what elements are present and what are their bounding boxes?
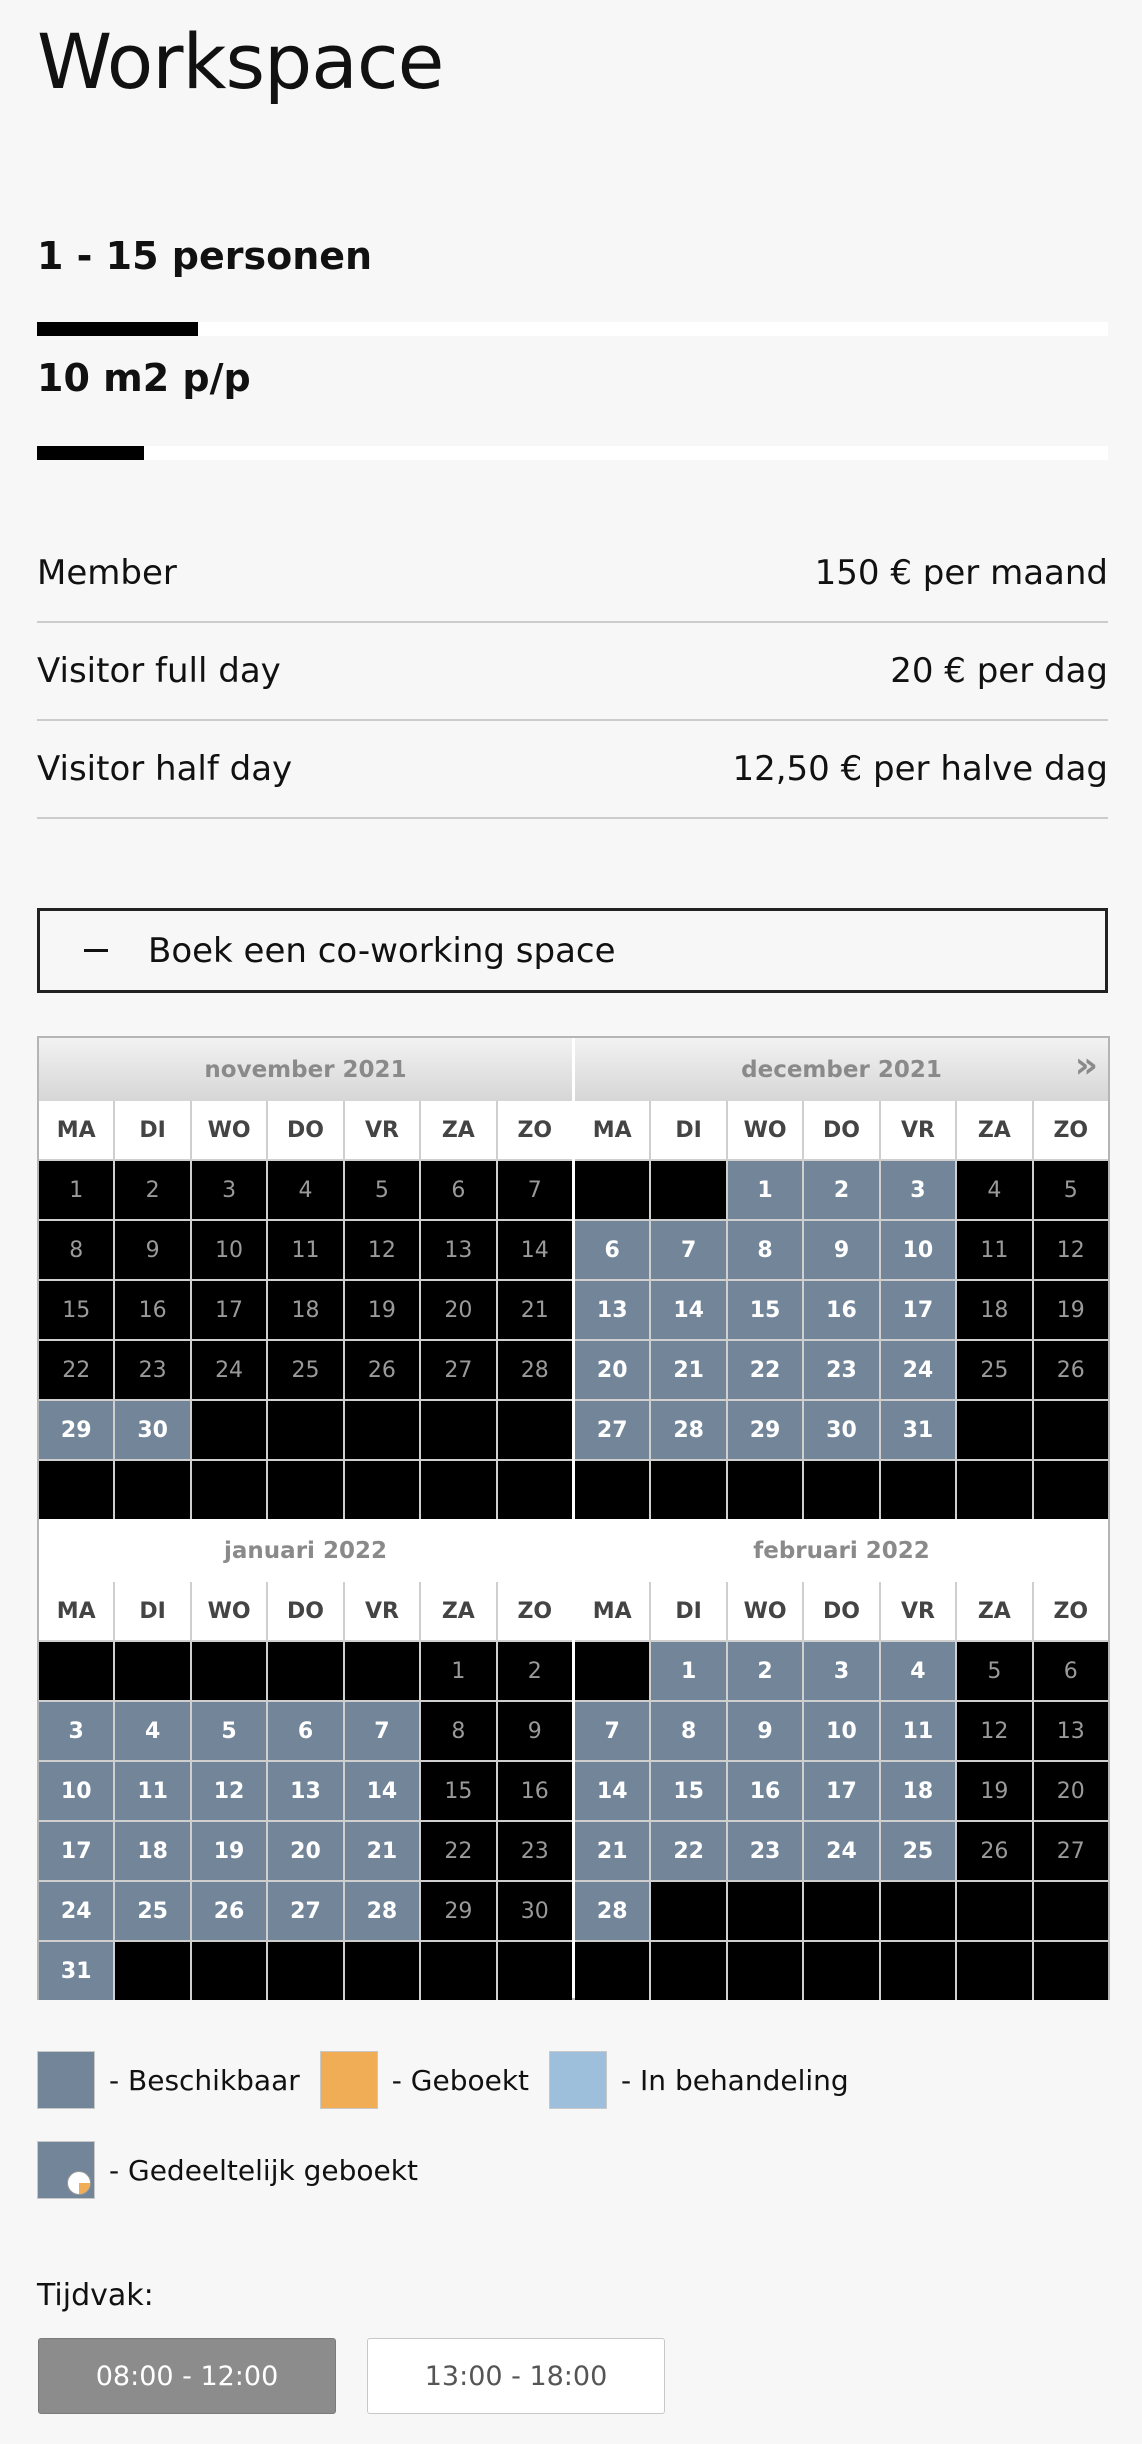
calendar-empty-cell bbox=[115, 1942, 189, 2000]
price-name: Visitor half day bbox=[37, 748, 293, 789]
calendar-day-available[interactable]: 14 bbox=[651, 1281, 725, 1339]
calendar-day-available[interactable]: 24 bbox=[39, 1882, 113, 1940]
legend-booked-swatch bbox=[320, 2051, 378, 2109]
price-name: Member bbox=[37, 552, 177, 593]
weekday-header: VR bbox=[881, 1101, 955, 1159]
weekday-header: ZO bbox=[498, 1582, 572, 1640]
weekday-header: ZA bbox=[421, 1582, 495, 1640]
weekday-header: WO bbox=[192, 1582, 266, 1640]
weekday-header: VR bbox=[345, 1582, 419, 1640]
calendar-month-header bbox=[575, 1519, 1108, 1582]
calendar-empty-cell bbox=[421, 1401, 495, 1459]
calendar-day-available[interactable]: 10 bbox=[39, 1762, 113, 1820]
calendar-day-available[interactable]: 21 bbox=[345, 1822, 419, 1880]
calendar-day-available[interactable]: 11 bbox=[115, 1762, 189, 1820]
calendar-day-unavailable: 20 bbox=[1034, 1762, 1108, 1820]
calendar-day-available[interactable]: 8 bbox=[728, 1221, 802, 1279]
calendar-day-available[interactable]: 28 bbox=[575, 1882, 649, 1940]
weekday-header: MA bbox=[39, 1101, 113, 1159]
weekday-header: WO bbox=[192, 1101, 266, 1159]
calendar-empty-cell bbox=[115, 1642, 189, 1700]
calendar-day-available[interactable]: 5 bbox=[192, 1702, 266, 1760]
double-chevron-right-icon[interactable]: » bbox=[1074, 1045, 1098, 1086]
calendar-day-available[interactable]: 31 bbox=[39, 1942, 113, 2000]
calendar-day-available[interactable]: 12 bbox=[192, 1762, 266, 1820]
calendar-empty-cell bbox=[345, 1461, 419, 1519]
calendar-month-header bbox=[39, 1519, 572, 1582]
calendar-day-available[interactable]: 10 bbox=[881, 1221, 955, 1279]
capacity-people-bar-fill bbox=[37, 322, 198, 336]
calendar-day-available[interactable]: 18 bbox=[881, 1762, 955, 1820]
weekday-header: DI bbox=[651, 1101, 725, 1159]
calendar-empty-cell bbox=[1034, 1461, 1108, 1519]
calendar-day-available[interactable]: 27 bbox=[268, 1882, 342, 1940]
calendar-day-unavailable: 28 bbox=[498, 1341, 572, 1399]
calendar-day-unavailable: 2 bbox=[498, 1642, 572, 1700]
weekday-header: WO bbox=[728, 1101, 802, 1159]
calendar-day-unavailable: 4 bbox=[957, 1161, 1031, 1219]
calendar-empty-cell bbox=[651, 1942, 725, 2000]
calendar-day-available[interactable]: 30 bbox=[804, 1401, 878, 1459]
calendar-empty-cell bbox=[957, 1401, 1031, 1459]
calendar-empty-cell bbox=[345, 1642, 419, 1700]
calendar-day-available[interactable]: 29 bbox=[39, 1401, 113, 1459]
calendar-month bbox=[39, 1519, 572, 2000]
calendar-day-available[interactable]: 24 bbox=[881, 1341, 955, 1399]
price-value: 12,50 € per halve dag bbox=[732, 748, 1108, 789]
calendar-month-header bbox=[575, 1038, 1108, 1101]
calendar-day-available[interactable]: 6 bbox=[575, 1221, 649, 1279]
weekday-header: VR bbox=[345, 1101, 419, 1159]
calendar-empty-cell bbox=[1034, 1942, 1108, 2000]
calendar-empty-cell bbox=[1034, 1401, 1108, 1459]
calendar-day-unavailable: 26 bbox=[957, 1822, 1031, 1880]
calendar-day-available[interactable]: 28 bbox=[345, 1882, 419, 1940]
weekday-header: VR bbox=[881, 1582, 955, 1640]
timeslot-label: Tijdvak: bbox=[37, 2278, 154, 2313]
legend-pending-label: - In behandeling bbox=[621, 2063, 849, 2097]
calendar-day-available[interactable]: 24 bbox=[804, 1822, 878, 1880]
price-value: 150 € per maand bbox=[814, 552, 1108, 593]
calendar-day-unavailable: 12 bbox=[1034, 1221, 1108, 1279]
calendar-day-available[interactable]: 25 bbox=[115, 1882, 189, 1940]
calendar-day-unavailable: 8 bbox=[39, 1221, 113, 1279]
calendar-day-unavailable: 6 bbox=[421, 1161, 495, 1219]
calendar-empty-cell bbox=[651, 1882, 725, 1940]
calendar-day-available[interactable]: 9 bbox=[804, 1221, 878, 1279]
calendar-day-available[interactable]: 20 bbox=[575, 1341, 649, 1399]
clock-icon bbox=[67, 2171, 91, 2195]
minus-icon bbox=[84, 949, 108, 952]
calendar-day-unavailable: 7 bbox=[498, 1161, 572, 1219]
calendar-day-available[interactable]: 3 bbox=[39, 1702, 113, 1760]
calendar-day-unavailable: 5 bbox=[345, 1161, 419, 1219]
calendar-day-available[interactable]: 13 bbox=[575, 1281, 649, 1339]
calendar-grid bbox=[575, 1101, 1108, 1519]
calendar-day-available[interactable]: 23 bbox=[804, 1341, 878, 1399]
price-row-visitor-full-day bbox=[37, 622, 1108, 721]
calendar-day-available[interactable]: 15 bbox=[651, 1762, 725, 1820]
calendar-empty-cell bbox=[192, 1461, 266, 1519]
calendar-day-available[interactable]: 2 bbox=[728, 1642, 802, 1700]
calendar-day-unavailable: 22 bbox=[421, 1822, 495, 1880]
calendar-day-available[interactable]: 19 bbox=[192, 1822, 266, 1880]
calendar-empty-cell bbox=[192, 1942, 266, 2000]
booking-toggle-label: Boek een co-working space bbox=[148, 930, 616, 971]
calendar-day-unavailable: 12 bbox=[345, 1221, 419, 1279]
calendar-empty-cell bbox=[345, 1401, 419, 1459]
calendar-empty-cell bbox=[651, 1461, 725, 1519]
capacity-area-bar-fill bbox=[37, 446, 144, 460]
calendar-empty-cell bbox=[268, 1461, 342, 1519]
calendar-day-available[interactable]: 7 bbox=[651, 1221, 725, 1279]
calendar-day-unavailable: 15 bbox=[39, 1281, 113, 1339]
calendar-day-unavailable: 20 bbox=[421, 1281, 495, 1339]
calendar-day-unavailable: 19 bbox=[345, 1281, 419, 1339]
calendar-day-available[interactable]: 16 bbox=[728, 1762, 802, 1820]
calendar-empty-cell bbox=[804, 1461, 878, 1519]
calendar-empty-cell bbox=[957, 1942, 1031, 2000]
calendar-grid bbox=[39, 1582, 572, 2000]
calendar-day-available[interactable]: 1 bbox=[651, 1642, 725, 1700]
calendar-month bbox=[575, 1519, 1108, 2000]
calendar-day-available[interactable]: 11 bbox=[881, 1702, 955, 1760]
calendar-day-unavailable: 25 bbox=[957, 1341, 1031, 1399]
calendar-day-available[interactable]: 31 bbox=[881, 1401, 955, 1459]
calendar-grid bbox=[39, 1101, 572, 1519]
calendar-month bbox=[575, 1038, 1108, 1519]
calendar-day-available[interactable]: 3 bbox=[881, 1161, 955, 1219]
calendar-day-available[interactable]: 4 bbox=[881, 1642, 955, 1700]
calendar-empty-cell bbox=[804, 1882, 878, 1940]
calendar-day-available[interactable]: 26 bbox=[192, 1882, 266, 1940]
calendar-day-unavailable: 11 bbox=[268, 1221, 342, 1279]
calendar-empty-cell bbox=[881, 1461, 955, 1519]
calendar-day-unavailable: 27 bbox=[421, 1341, 495, 1399]
calendar-day-available[interactable]: 7 bbox=[345, 1702, 419, 1760]
weekday-header: MA bbox=[575, 1582, 649, 1640]
calendar-empty-cell bbox=[268, 1642, 342, 1700]
capacity-people-label: 1 - 15 personen bbox=[37, 234, 373, 278]
calendar-empty-cell bbox=[498, 1461, 572, 1519]
calendar-day-unavailable: 6 bbox=[1034, 1642, 1108, 1700]
calendar-day-unavailable: 25 bbox=[268, 1341, 342, 1399]
calendar-day-available[interactable]: 18 bbox=[115, 1822, 189, 1880]
calendar-day-available[interactable]: 25 bbox=[881, 1822, 955, 1880]
calendar-day-available[interactable]: 28 bbox=[651, 1401, 725, 1459]
calendar-empty-cell bbox=[421, 1461, 495, 1519]
calendar-day-unavailable: 10 bbox=[192, 1221, 266, 1279]
calendar-day-available[interactable]: 3 bbox=[804, 1642, 878, 1700]
calendar-empty-cell bbox=[728, 1882, 802, 1940]
calendar-day-available[interactable]: 22 bbox=[728, 1341, 802, 1399]
price-name: Visitor full day bbox=[37, 650, 281, 691]
calendar-day-available[interactable]: 27 bbox=[575, 1401, 649, 1459]
calendar-day-unavailable: 30 bbox=[498, 1882, 572, 1940]
weekday-header: DI bbox=[115, 1101, 189, 1159]
calendar-day-available[interactable]: 14 bbox=[575, 1762, 649, 1820]
weekday-header: DO bbox=[268, 1101, 342, 1159]
calendar-day-unavailable: 21 bbox=[498, 1281, 572, 1339]
legend-partial-label: - Gedeeltelijk geboekt bbox=[109, 2153, 418, 2187]
calendar-day-available[interactable]: 22 bbox=[651, 1822, 725, 1880]
calendar-month-label: januari 2022 bbox=[224, 1537, 387, 1564]
calendar-day-available[interactable]: 10 bbox=[804, 1702, 878, 1760]
calendar-empty-cell bbox=[728, 1461, 802, 1519]
calendar-empty-cell bbox=[575, 1642, 649, 1700]
calendar-day-unavailable: 13 bbox=[1034, 1702, 1108, 1760]
calendar-day-unavailable: 11 bbox=[957, 1221, 1031, 1279]
calendar-empty-cell bbox=[957, 1461, 1031, 1519]
legend-row bbox=[37, 2051, 869, 2109]
timeslot-afternoon-button[interactable]: 13:00 - 18:00 bbox=[367, 2338, 665, 2414]
calendar-empty-cell bbox=[115, 1461, 189, 1519]
weekday-header: DO bbox=[804, 1101, 878, 1159]
calendar-empty-cell bbox=[498, 1401, 572, 1459]
calendar-day-available[interactable]: 21 bbox=[575, 1822, 649, 1880]
calendar-day-available[interactable]: 8 bbox=[651, 1702, 725, 1760]
weekday-header: DI bbox=[651, 1582, 725, 1640]
weekday-header: ZA bbox=[421, 1101, 495, 1159]
calendar-day-unavailable: 2 bbox=[115, 1161, 189, 1219]
calendar-day-unavailable: 5 bbox=[957, 1642, 1031, 1700]
weekday-header: ZO bbox=[498, 1101, 572, 1159]
weekday-header: MA bbox=[39, 1582, 113, 1640]
capacity-area-label: 10 m2 p/p bbox=[37, 356, 251, 400]
legend-pending-swatch bbox=[549, 2051, 607, 2109]
calendar-empty-cell bbox=[575, 1942, 649, 2000]
calendar-day-unavailable: 19 bbox=[957, 1762, 1031, 1820]
calendar-day-unavailable: 1 bbox=[421, 1642, 495, 1700]
calendar-day-unavailable: 13 bbox=[421, 1221, 495, 1279]
calendar-day-available[interactable]: 16 bbox=[804, 1281, 878, 1339]
price-row-visitor-half-day bbox=[37, 720, 1108, 819]
weekday-header: ZA bbox=[957, 1101, 1031, 1159]
calendar-day-unavailable: 5 bbox=[1034, 1161, 1108, 1219]
calendar-day-available[interactable]: 14 bbox=[345, 1762, 419, 1820]
calendar-empty-cell bbox=[575, 1161, 649, 1219]
calendar-empty-cell bbox=[804, 1942, 878, 2000]
calendar-day-unavailable: 27 bbox=[1034, 1822, 1108, 1880]
calendar-empty-cell bbox=[957, 1882, 1031, 1940]
calendar-day-unavailable: 19 bbox=[1034, 1281, 1108, 1339]
calendar-day-unavailable: 9 bbox=[115, 1221, 189, 1279]
calendar-day-unavailable: 17 bbox=[192, 1281, 266, 1339]
weekday-header: DO bbox=[268, 1582, 342, 1640]
calendar-month bbox=[39, 1038, 572, 1519]
calendar-day-unavailable: 22 bbox=[39, 1341, 113, 1399]
calendar-day-unavailable: 1 bbox=[39, 1161, 113, 1219]
capacity-people-bar bbox=[37, 322, 1108, 336]
calendar-month-label: december 2021 bbox=[741, 1056, 942, 1083]
calendar-day-available[interactable]: 1 bbox=[728, 1161, 802, 1219]
calendar-day-available[interactable]: 23 bbox=[728, 1822, 802, 1880]
calendar-day-available[interactable]: 2 bbox=[804, 1161, 878, 1219]
timeslot-morning-button[interactable]: 08:00 - 12:00 bbox=[38, 2338, 336, 2414]
calendar-empty-cell bbox=[575, 1461, 649, 1519]
calendar-empty-cell bbox=[881, 1882, 955, 1940]
calendar-empty-cell bbox=[345, 1942, 419, 2000]
calendar-month-label: november 2021 bbox=[204, 1056, 407, 1083]
calendar-day-available[interactable]: 9 bbox=[728, 1702, 802, 1760]
weekday-header: ZA bbox=[957, 1582, 1031, 1640]
calendar-empty-cell bbox=[728, 1942, 802, 2000]
calendar-day-unavailable: 3 bbox=[192, 1161, 266, 1219]
legend-available-label: - Beschikbaar bbox=[109, 2063, 300, 2097]
weekday-header: ZO bbox=[1034, 1101, 1108, 1159]
calendar-day-available[interactable]: 30 bbox=[115, 1401, 189, 1459]
calendar-empty-cell bbox=[651, 1161, 725, 1219]
calendar-month-header bbox=[39, 1038, 572, 1101]
calendar-day-unavailable: 29 bbox=[421, 1882, 495, 1940]
calendar-day-unavailable: 18 bbox=[957, 1281, 1031, 1339]
weekday-header: MA bbox=[575, 1101, 649, 1159]
calendar-day-available[interactable]: 17 bbox=[39, 1822, 113, 1880]
calendar-day-unavailable: 16 bbox=[498, 1762, 572, 1820]
calendar-day-unavailable: 18 bbox=[268, 1281, 342, 1339]
calendar-empty-cell bbox=[881, 1942, 955, 2000]
calendar-day-available[interactable]: 21 bbox=[651, 1341, 725, 1399]
capacity-area-bar bbox=[37, 446, 1108, 460]
calendar-day-unavailable: 24 bbox=[192, 1341, 266, 1399]
weekday-header: WO bbox=[728, 1582, 802, 1640]
calendar-empty-cell bbox=[39, 1461, 113, 1519]
calendar-day-available[interactable]: 29 bbox=[728, 1401, 802, 1459]
calendar-empty-cell bbox=[268, 1942, 342, 2000]
calendar-day-unavailable: 15 bbox=[421, 1762, 495, 1820]
calendar-day-available[interactable]: 7 bbox=[575, 1702, 649, 1760]
weekday-header: DI bbox=[115, 1582, 189, 1640]
legend-available-swatch bbox=[37, 2051, 95, 2109]
calendar-day-unavailable: 12 bbox=[957, 1702, 1031, 1760]
weekday-header: DO bbox=[804, 1582, 878, 1640]
calendar-empty-cell bbox=[268, 1401, 342, 1459]
calendar-day-available[interactable]: 17 bbox=[881, 1281, 955, 1339]
calendar-day-available[interactable]: 4 bbox=[115, 1702, 189, 1760]
calendar-empty-cell bbox=[498, 1942, 572, 2000]
calendar-grid bbox=[575, 1582, 1108, 2000]
page-title: Workspace bbox=[37, 17, 444, 106]
calendar-empty-cell bbox=[1034, 1882, 1108, 1940]
calendar-day-unavailable: 23 bbox=[498, 1822, 572, 1880]
calendar-day-unavailable: 8 bbox=[421, 1702, 495, 1760]
calendar-day-unavailable: 14 bbox=[498, 1221, 572, 1279]
price-row-member bbox=[37, 524, 1108, 623]
calendar-day-unavailable: 26 bbox=[1034, 1341, 1108, 1399]
booking-toggle[interactable] bbox=[37, 908, 1108, 993]
calendar-day-available[interactable]: 17 bbox=[804, 1762, 878, 1820]
calendar-day-unavailable: 4 bbox=[268, 1161, 342, 1219]
calendar-month-label: februari 2022 bbox=[753, 1537, 930, 1564]
calendar-day-available[interactable]: 6 bbox=[268, 1702, 342, 1760]
calendar-empty-cell bbox=[192, 1642, 266, 1700]
calendar-empty-cell bbox=[192, 1401, 266, 1459]
calendar-day-available[interactable]: 15 bbox=[728, 1281, 802, 1339]
weekday-header: ZO bbox=[1034, 1582, 1108, 1640]
legend-partial-swatch bbox=[37, 2141, 95, 2199]
calendar-day-unavailable: 9 bbox=[498, 1702, 572, 1760]
calendar-day-available[interactable]: 13 bbox=[268, 1762, 342, 1820]
legend-row-partial bbox=[37, 2141, 438, 2199]
calendar-empty-cell bbox=[421, 1942, 495, 2000]
legend-booked-label: - Geboekt bbox=[391, 2063, 530, 2097]
availability-calendar bbox=[37, 1036, 1110, 2000]
calendar-empty-cell bbox=[39, 1642, 113, 1700]
calendar-day-unavailable: 23 bbox=[115, 1341, 189, 1399]
calendar-day-available[interactable]: 20 bbox=[268, 1822, 342, 1880]
price-value: 20 € per dag bbox=[890, 650, 1108, 691]
calendar-day-unavailable: 26 bbox=[345, 1341, 419, 1399]
calendar-day-unavailable: 16 bbox=[115, 1281, 189, 1339]
